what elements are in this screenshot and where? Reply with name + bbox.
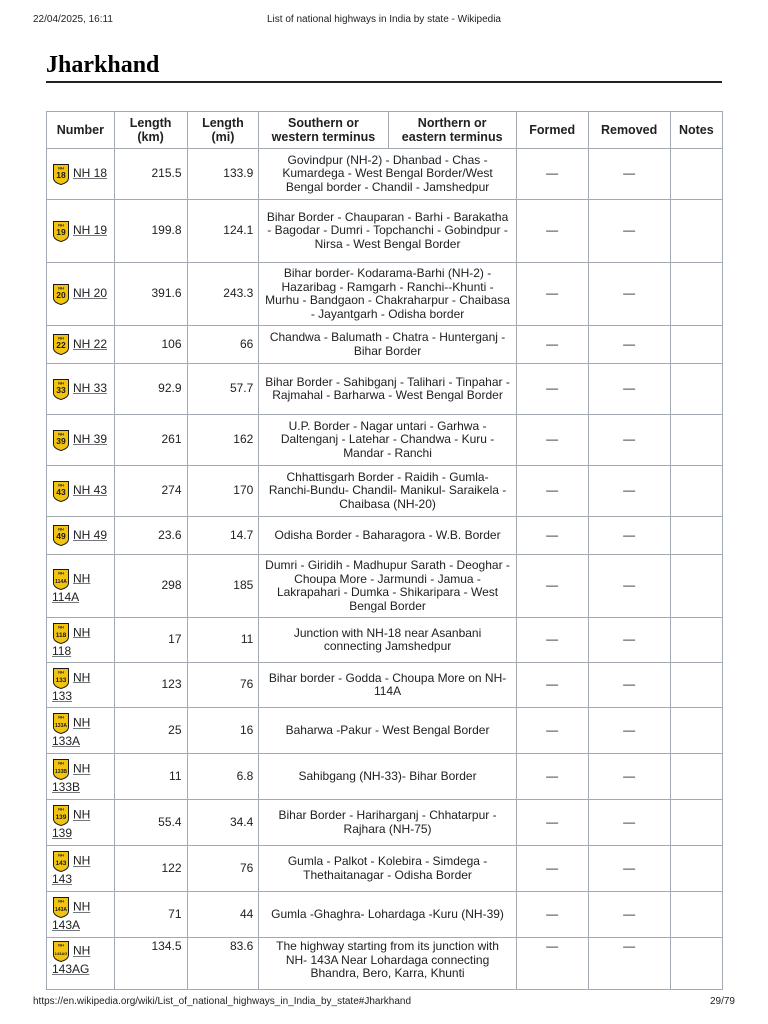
- highway-number: [52, 712, 109, 749]
- svg-text:43: 43: [56, 486, 66, 497]
- svg-text:NH: NH: [58, 482, 64, 487]
- formed-cell: —: [516, 708, 588, 754]
- svg-text:143AG: 143AG: [54, 951, 68, 956]
- print-footer: [33, 996, 735, 1010]
- nh-shield-icon: [52, 283, 70, 306]
- removed-cell: —: [588, 200, 670, 263]
- removed-cell: —: [588, 754, 670, 800]
- removed-cell: —: [588, 618, 670, 663]
- route-terminus-cell: Dumri - Giridih - Madhupur Sarath - Deoghar - Choupa More - Jarmundi - Jamua - Lakrapahari - Dumka - Shikaripara - West Bengal Border: [259, 555, 516, 618]
- print-datetime: 22/04/2025, 16:11: [33, 14, 113, 25]
- section-title: Jharkhand: [46, 52, 160, 78]
- highway-number: [52, 896, 109, 933]
- column-header-line1: Southern or: [288, 116, 359, 130]
- highway-number: [52, 163, 109, 186]
- highway-link[interactable]: NH 143: [52, 853, 91, 887]
- route-terminus-cell: Baharwa -Pakur - West Bengal Border: [259, 708, 516, 754]
- highway-number-cell: [47, 800, 115, 846]
- svg-text:NH: NH: [58, 669, 64, 675]
- highway-number-cell: [47, 754, 115, 800]
- svg-text:NH: NH: [58, 806, 64, 812]
- route-terminus-cell: Bihar Border - Hariharganj - Chhatarpur - Rajhara (NH-75): [259, 800, 516, 846]
- nh-shield-icon: [52, 220, 70, 243]
- highway-number-cell: [47, 200, 115, 263]
- print-header: [33, 14, 735, 28]
- column-header[interactable]: [516, 112, 588, 149]
- formed-cell: —: [516, 415, 588, 466]
- route-terminus-cell: U.P. Border - Nagar untari - Garhwa - Daltenganj - Latehar - Chandwa - Kuru - Mandar - Ranchi: [259, 415, 516, 466]
- table-row: [47, 517, 723, 555]
- svg-text:NH: NH: [58, 380, 64, 385]
- column-header-line1: Number: [56, 123, 104, 137]
- svg-text:NH: NH: [58, 165, 64, 170]
- length-km-cell: 134.5: [114, 938, 187, 990]
- table-row: [47, 892, 723, 938]
- table-row: [47, 200, 723, 263]
- column-header-line1: Notes: [678, 123, 714, 137]
- highway-link[interactable]: NH 143A: [52, 899, 91, 933]
- highway-link[interactable]: NH 33: [73, 381, 108, 396]
- length-mi-cell: 170: [187, 466, 259, 517]
- notes-cell: [670, 263, 722, 326]
- table-row: [47, 663, 723, 708]
- nh-shield-icon: [52, 524, 70, 547]
- svg-text:133: 133: [55, 676, 67, 684]
- formed-cell: —: [516, 263, 588, 326]
- svg-text:133A: 133A: [55, 723, 67, 730]
- svg-text:19: 19: [56, 226, 66, 237]
- table-row: [47, 846, 723, 892]
- svg-text:133B: 133B: [55, 769, 67, 776]
- length-mi-cell: 57.7: [187, 364, 259, 415]
- table-body: [47, 149, 723, 990]
- column-header[interactable]: [114, 112, 187, 149]
- removed-cell: —: [588, 663, 670, 708]
- route-terminus-cell: Bihar Border - Sahibganj - Talihari - Tinpahar - Rajmahal - Barharwa - West Bengal Border: [259, 364, 516, 415]
- length-mi-cell: 162: [187, 415, 259, 466]
- notes-cell: [670, 517, 722, 555]
- highway-number-cell: [47, 618, 115, 663]
- removed-cell: —: [588, 846, 670, 892]
- removed-cell: —: [588, 800, 670, 846]
- length-km-cell: 261: [114, 415, 187, 466]
- highway-link[interactable]: NH 22: [73, 336, 108, 351]
- column-header-line2: (mi): [211, 130, 235, 144]
- highway-number-cell: [47, 415, 115, 466]
- route-terminus-cell: Chhattisgarh Border - Raidih - Gumla- Ranchi-Bundu- Chandil- Manikul- Saraikela - Chaibasa (NH-20): [259, 466, 516, 517]
- svg-text:49: 49: [56, 531, 66, 541]
- svg-text:22: 22: [56, 340, 66, 350]
- length-mi-cell: 185: [187, 555, 259, 618]
- table-row: [47, 800, 723, 846]
- length-km-cell: 71: [114, 892, 187, 938]
- length-mi-cell: 124.1: [187, 200, 259, 263]
- length-km-cell: 25: [114, 708, 187, 754]
- length-km-cell: 298: [114, 555, 187, 618]
- formed-cell: —: [516, 754, 588, 800]
- svg-text:39: 39: [56, 435, 66, 446]
- svg-text:118: 118: [55, 631, 67, 639]
- highway-link[interactable]: NH 133B: [52, 761, 91, 795]
- length-km-cell: 123: [114, 663, 187, 708]
- highway-link[interactable]: NH 18: [73, 166, 108, 181]
- highway-number-cell: [47, 555, 115, 618]
- route-terminus-cell: Bihar border - Godda - Choupa More on NH-114A: [259, 663, 516, 708]
- highway-number-cell: [47, 663, 115, 708]
- removed-cell: —: [588, 466, 670, 517]
- formed-cell: —: [516, 663, 588, 708]
- svg-text:18: 18: [56, 169, 66, 180]
- length-km-cell: 106: [114, 326, 187, 364]
- nh-shield-icon: [52, 163, 70, 186]
- route-terminus-cell: Bihar border- Kodarama-Barhi (NH-2) - Hazaribag - Ramgarh - Ranchi--Khunti - Murhu - Bandgaon - Chakraharpur - Chaibasa - Jayantgarh - Odisha border: [259, 263, 516, 326]
- svg-text:NH: NH: [58, 852, 64, 858]
- length-km-cell: 23.6: [114, 517, 187, 555]
- route-terminus-cell: Chandwa - Balumath - Chatra - Hunterganj - Bihar Border: [259, 326, 516, 364]
- column-header[interactable]: [187, 112, 259, 149]
- nh-shield-icon: [52, 850, 70, 873]
- column-header[interactable]: [47, 112, 115, 149]
- highway-number-cell: [47, 263, 115, 326]
- table-row: [47, 149, 723, 200]
- column-header-line2: western terminus: [271, 130, 376, 144]
- highways-table: [46, 111, 723, 990]
- nh-shield-icon: [52, 804, 70, 827]
- column-header[interactable]: [588, 112, 670, 149]
- highway-link[interactable]: NH 139: [52, 807, 91, 841]
- highway-number: [52, 220, 109, 243]
- highway-number: [52, 850, 109, 887]
- length-mi-cell: 133.9: [187, 149, 259, 200]
- highway-link[interactable]: NH 143AG: [52, 943, 91, 976]
- highway-number: [52, 758, 109, 795]
- nh-shield-icon: [52, 712, 70, 735]
- highway-link[interactable]: NH 118: [52, 625, 91, 658]
- column-header-line1: Removed: [600, 123, 658, 137]
- highway-link[interactable]: NH 39: [73, 432, 108, 447]
- highway-link[interactable]: NH 114A: [52, 571, 91, 604]
- route-terminus-cell: Govindpur (NH-2) - Dhanbad - Chas - Kumardega - West Bengal Border/West Bengal border - Chandil - Jamshedpur: [259, 149, 516, 200]
- highway-number: [52, 283, 109, 306]
- column-header-line2: eastern terminus: [401, 130, 503, 144]
- notes-cell: [670, 938, 722, 990]
- svg-text:20: 20: [56, 289, 66, 300]
- length-mi-cell: 11: [187, 618, 259, 663]
- length-km-cell: 122: [114, 846, 187, 892]
- formed-cell: —: [516, 364, 588, 415]
- highway-number-cell: [47, 708, 115, 754]
- highway-number: [52, 667, 109, 704]
- removed-cell: —: [588, 326, 670, 364]
- notes-cell: [670, 555, 722, 618]
- formed-cell: —: [516, 326, 588, 364]
- table-header-row: [47, 112, 723, 149]
- length-km-cell: 215.5: [114, 149, 187, 200]
- column-header-line1: Length: [202, 116, 244, 130]
- notes-cell: [670, 708, 722, 754]
- length-mi-cell: 34.4: [187, 800, 259, 846]
- highway-number-cell: [47, 846, 115, 892]
- notes-cell: [670, 200, 722, 263]
- table-row: [47, 754, 723, 800]
- svg-text:33: 33: [56, 384, 66, 395]
- route-terminus-cell: Bihar Border - Chauparan - Barhi - Barakatha - Bagodar - Dumri - Topchanchi - Gobindpur - Nirsa - West Bengal Border: [259, 200, 516, 263]
- highway-number: [52, 568, 109, 605]
- nh-shield-icon: [52, 480, 70, 503]
- length-km-cell: 55.4: [114, 800, 187, 846]
- column-header-line1: Northern or: [417, 116, 487, 130]
- highway-number: [52, 333, 109, 356]
- length-mi-cell: 14.7: [187, 517, 259, 555]
- highway-number-cell: [47, 938, 115, 990]
- page-number: 29/79: [709, 996, 735, 1007]
- length-mi-cell: 243.3: [187, 263, 259, 326]
- nh-shield-icon: [52, 622, 70, 645]
- nh-shield-icon: [52, 940, 70, 963]
- column-header[interactable]: [670, 112, 722, 149]
- length-km-cell: 92.9: [114, 364, 187, 415]
- svg-text:NH: NH: [58, 431, 64, 436]
- highway-link[interactable]: NH 49: [73, 527, 108, 542]
- removed-cell: —: [588, 149, 670, 200]
- highway-number-cell: [47, 466, 115, 517]
- svg-text:NH: NH: [58, 714, 64, 720]
- svg-text:NH: NH: [58, 898, 64, 904]
- highway-number-cell: [47, 517, 115, 555]
- notes-cell: [670, 892, 722, 938]
- highway-number: [52, 940, 109, 977]
- length-mi-cell: 66: [187, 326, 259, 364]
- svg-text:NH: NH: [58, 222, 64, 227]
- svg-text:NH: NH: [58, 526, 64, 532]
- svg-text:NH: NH: [58, 285, 64, 290]
- svg-text:114A: 114A: [55, 578, 67, 585]
- table-row: [47, 364, 723, 415]
- table-row: [47, 415, 723, 466]
- route-terminus-cell: Gumla - Palkot - Kolebira - Simdega - Thethaitanagar - Odisha Border: [259, 846, 516, 892]
- table-row: [47, 555, 723, 618]
- notes-cell: [670, 663, 722, 708]
- highway-link[interactable]: NH 20: [73, 286, 108, 301]
- nh-shield-icon: [52, 758, 70, 781]
- removed-cell: —: [588, 263, 670, 326]
- highway-number: [52, 622, 109, 659]
- formed-cell: —: [516, 149, 588, 200]
- table-row: [47, 618, 723, 663]
- highway-link[interactable]: NH 133A: [52, 715, 91, 749]
- length-km-cell: 17: [114, 618, 187, 663]
- svg-text:143: 143: [55, 860, 67, 868]
- column-header-line1: Formed: [529, 123, 576, 137]
- notes-cell: [670, 754, 722, 800]
- nh-shield-icon: [52, 429, 70, 452]
- svg-text:NH: NH: [58, 760, 64, 766]
- formed-cell: —: [516, 800, 588, 846]
- notes-cell: [670, 466, 722, 517]
- highway-link[interactable]: NH 19: [73, 223, 108, 238]
- length-km-cell: 274: [114, 466, 187, 517]
- removed-cell: —: [588, 938, 670, 990]
- route-terminus-cell: Junction with NH-18 near Asanbani connecting Jamshedpur: [259, 618, 516, 663]
- nh-shield-icon: [52, 333, 70, 356]
- highway-number-cell: [47, 364, 115, 415]
- nh-shield-icon: [52, 378, 70, 401]
- notes-cell: [670, 149, 722, 200]
- notes-cell: [670, 846, 722, 892]
- highway-number: [52, 378, 109, 401]
- nh-shield-icon: [52, 667, 70, 690]
- svg-text:NH: NH: [58, 624, 64, 630]
- column-header-line2: (km): [137, 130, 164, 144]
- svg-text:NH: NH: [58, 942, 64, 948]
- column-header[interactable]: [388, 112, 516, 149]
- notes-cell: [670, 364, 722, 415]
- table-row: [47, 708, 723, 754]
- svg-text:NH: NH: [58, 335, 64, 341]
- notes-cell: [670, 326, 722, 364]
- highway-number: [52, 480, 109, 503]
- length-mi-cell: 44: [187, 892, 259, 938]
- route-terminus-cell: Gumla -Ghaghra- Lohardaga -Kuru (NH-39): [259, 892, 516, 938]
- table-row: [47, 263, 723, 326]
- formed-cell: —: [516, 517, 588, 555]
- highway-link[interactable]: NH 133: [52, 670, 91, 703]
- formed-cell: —: [516, 938, 588, 990]
- route-terminus-cell: The highway starting from its junction with NH- 143A Near Lohardaga connecting Bhandra, Bero, Karra, Khunti: [259, 938, 516, 990]
- column-header[interactable]: [259, 112, 388, 149]
- formed-cell: —: [516, 555, 588, 618]
- formed-cell: —: [516, 846, 588, 892]
- removed-cell: —: [588, 892, 670, 938]
- svg-text:NH: NH: [58, 570, 64, 576]
- formed-cell: —: [516, 618, 588, 663]
- highway-number-cell: [47, 326, 115, 364]
- highway-number: [52, 524, 109, 547]
- route-terminus-cell: Odisha Border - Baharagora - W.B. Border: [259, 517, 516, 555]
- print-document-title: List of national highways in India by state - Wikipedia: [266, 14, 501, 25]
- table-row: [47, 326, 723, 364]
- length-km-cell: 391.6: [114, 263, 187, 326]
- title-underline: [46, 81, 722, 83]
- table-row: [47, 938, 723, 990]
- formed-cell: —: [516, 200, 588, 263]
- length-mi-cell: 6.8: [187, 754, 259, 800]
- nh-shield-icon: [52, 896, 70, 919]
- route-terminus-cell: Sahibgang (NH-33)- Bihar Border: [259, 754, 516, 800]
- length-mi-cell: 83.6: [187, 938, 259, 990]
- length-mi-cell: 76: [187, 663, 259, 708]
- highway-number: [52, 429, 109, 452]
- highway-number-cell: [47, 892, 115, 938]
- nh-shield-icon: [52, 568, 70, 591]
- length-km-cell: 199.8: [114, 200, 187, 263]
- notes-cell: [670, 618, 722, 663]
- notes-cell: [670, 415, 722, 466]
- svg-text:143A: 143A: [55, 907, 67, 914]
- removed-cell: —: [588, 364, 670, 415]
- notes-cell: [670, 800, 722, 846]
- svg-text:139: 139: [55, 814, 67, 822]
- length-km-cell: 11: [114, 754, 187, 800]
- removed-cell: —: [588, 708, 670, 754]
- highway-number-cell: [47, 149, 115, 200]
- column-header-line1: Length: [129, 116, 172, 130]
- removed-cell: —: [588, 555, 670, 618]
- table-row: [47, 466, 723, 517]
- highway-link[interactable]: NH 43: [73, 483, 108, 498]
- page-url: https://en.wikipedia.org/wiki/List_of_national_highways_in_India_by_state#Jharkhand: [33, 996, 412, 1007]
- highway-number: [52, 804, 109, 841]
- length-mi-cell: 76: [187, 846, 259, 892]
- removed-cell: —: [588, 517, 670, 555]
- length-mi-cell: 16: [187, 708, 259, 754]
- formed-cell: —: [516, 466, 588, 517]
- removed-cell: —: [588, 415, 670, 466]
- formed-cell: —: [516, 892, 588, 938]
